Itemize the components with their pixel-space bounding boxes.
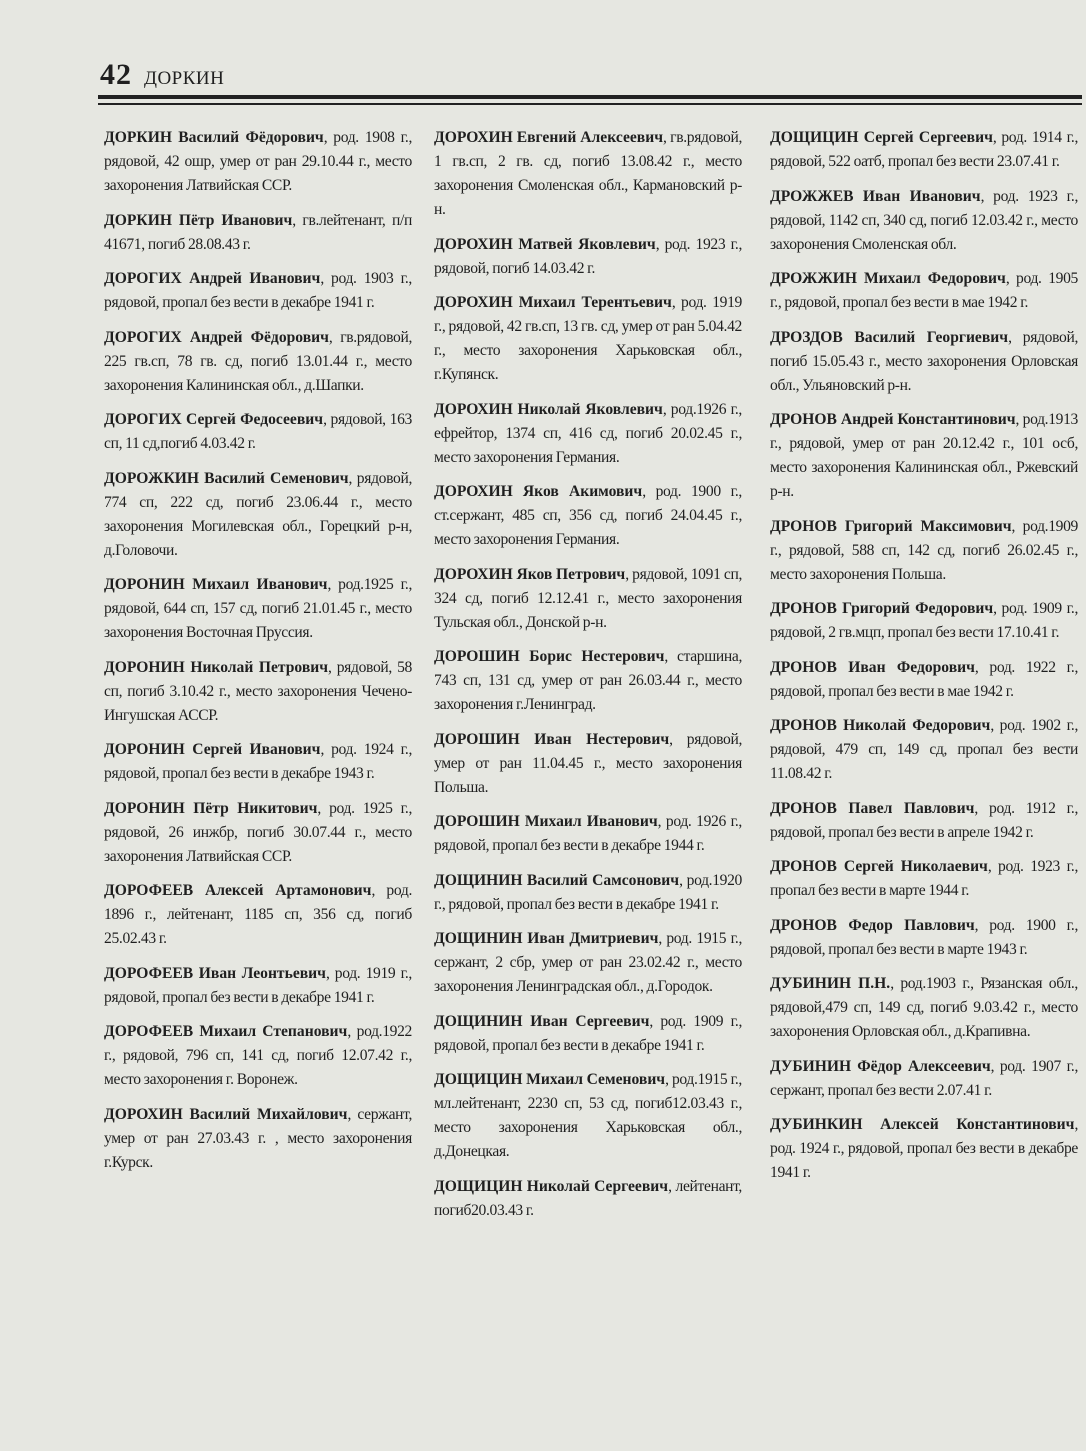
entry-name: ДОЩИЦИН Николай Сергеевич: [434, 1177, 669, 1195]
entry-details: , гв.лейтенант, п/п 41671, погиб 28.08.43 г.: [104, 211, 412, 253]
entry-details: , рядовой, 774 сп, 222 сд, погиб 23.06.44 г., место захоронения Могилевская обл., Горецкий р-н, д.Головочи.: [104, 469, 412, 559]
column-3: [770, 126, 1078, 1196]
entry-details: , род.1926 г., ефрейтор, 1374 сп, 416 сд, погиб 20.02.45 г., место захоронения Германия.: [434, 400, 742, 466]
entry-name: ДОРОШИН Борис Нестерович: [434, 648, 665, 665]
entry-name: ДОРОГИХ Андрей Фёдорович: [104, 328, 329, 346]
entry: [770, 185, 1078, 257]
entry: [770, 126, 1078, 174]
entry-name: ДОРОХИН Матвей Яковлевич: [434, 235, 656, 253]
entry-name: ДОРОНИН Пётр Никитович: [104, 799, 318, 817]
entry-name: ДОЩИЦИН Сергей Сергеевич: [770, 129, 993, 146]
entry-name: ДРОЗДОВ Василий Георгиевич: [770, 328, 1009, 346]
entry: [770, 1055, 1078, 1103]
entry: [770, 914, 1078, 962]
entry: [104, 738, 412, 786]
entry-name: ДРОНОВ Григорий Максимович: [770, 517, 1012, 535]
entry: [434, 1010, 742, 1058]
entry: [104, 962, 412, 1010]
entry-name: ДОРОЖКИН Василий Семенович: [104, 469, 349, 487]
entry-name: ДРОНОВ Григорий Федорович: [770, 600, 994, 617]
entry-details: , род. 1900 г., рядовой, пропал без вести в марте 1943 г.: [770, 916, 1078, 958]
entry-details: , род. 1926 г., рядовой, пропал без вести в декабре 1944 г.: [434, 813, 742, 854]
entry-details: , род. 1912 г., рядовой, пропал без вести в апреле 1942 г.: [770, 799, 1079, 841]
entry: [770, 515, 1078, 587]
entry: [770, 797, 1078, 845]
entry-details: , род.1909 г., рядовой, 588 сп, 142 сд, погиб 26.02.45 г., место захоронения Польша.: [770, 517, 1078, 583]
entry-details: , рядовой, 1091 сп, 324 сд, погиб 12.12.41 г., место захоронения Тульская обл., Донской р-н.: [434, 565, 743, 631]
entry: [434, 869, 742, 917]
entry-name: ДОЩИЦИН Михаил Семенович: [434, 1071, 666, 1088]
page-header: [100, 58, 1080, 94]
entry-name: ДОРОХИН Николай Яковлевич: [434, 400, 663, 418]
entry-details: , сержант, умер от ран 27.03.43 г. , место захоронения г.Курск.: [104, 1105, 412, 1171]
entry-details: , гв.рядовой, 225 гв.сп, 78 гв. сд, погиб 13.01.44 г., место захоронения Калининская обл., д.Шапки.: [104, 328, 412, 394]
entry-details: , гв.рядовой, 1 гв.сп, 2 гв. сд, погиб 13.08.42 г., место захоронения Смоленская обл., Кармановский р-н.: [434, 129, 742, 218]
entry-details: , род. 1922 г., рядовой, пропал без вести в мае 1942 г.: [770, 658, 1078, 700]
entry-details: , род. 1907 г., сержант, пропал без вести 2.07.41 г.: [770, 1057, 1078, 1099]
entry: [770, 326, 1078, 398]
entry-details: , род. 1909 г., рядовой, пропал без вести в декабре 1941 г.: [434, 1012, 742, 1054]
entry: [434, 291, 742, 387]
entry: [770, 855, 1078, 903]
entry: [104, 1103, 412, 1175]
entry: [104, 573, 412, 645]
entry-details: , род. 1902 г., рядовой, 479 сп, 149 сд, пропал без вести 11.08.42 г.: [770, 717, 1078, 782]
entry-name: ДОРОНИН Сергей Иванович: [104, 741, 321, 758]
entry-name: ДОЩИНИН Василий Самсонович: [434, 871, 680, 889]
entry-details: , род.1913 г., рядовой, умер от ран 20.12.42 г., 101 осб, место захоронения Калининская обл., Ржевский р-н.: [770, 411, 1078, 500]
entry-details: , род. 1924 г., рядовой, пропал без вести в декабре 1943 г.: [104, 741, 412, 782]
entry-details: , род. 1914 г., рядовой, 522 оатб, пропал без вести 23.07.41 г.: [770, 129, 1078, 170]
entry-details: , рядовой, умер от ран 11.04.45 г., место захоронения Польша.: [434, 730, 742, 796]
entry-details: , род.1915 г., мл.лейтенант, 2230 сп, 53 сд, погиб12.03.43 г., место захоронения Харьковская обл., д.Донецкая.: [434, 1071, 742, 1160]
entry-name: ДРОЖЖЕВ Иван Иванович: [770, 187, 981, 205]
entry-details: , род. 1925 г., рядовой, 26 инжбр, погиб 30.07.44 г., место захоронения Латвийская ССР.: [104, 799, 412, 865]
entry-name: ДУБИНИН Фёдор Алексеевич: [770, 1057, 991, 1075]
entry-details: , род. 1919 г., рядовой, 42 гв.сп, 13 гв. сд, умер от ран 5.04.42 г., место захоронения Харьковская обл., г.Купянск.: [434, 294, 742, 383]
entry-name: ДОРОГИХ Сергей Федосеевич: [104, 411, 324, 428]
entry-details: , род. 1909 г., рядовой, 2 гв.мцп, пропал без вести 17.10.41 г.: [770, 600, 1078, 641]
entry-name: ДОРОФЕЕВ Михаил Степанович: [104, 1023, 348, 1040]
entry-name: ДРОНОВ Павел Павлович: [770, 799, 975, 817]
entry: [770, 1113, 1078, 1185]
entry-details: , род.1903 г., Рязанская обл., рядовой,479 сп, 149 сд, погиб 9.03.42 г., место захоронения Орловская обл., д.Крапивна.: [770, 975, 1078, 1040]
entry-name: ДОЩИНИН Иван Сергеевич: [434, 1012, 650, 1030]
entry-name: ДОРОНИН Михаил Иванович: [104, 576, 328, 593]
entry: [104, 1020, 412, 1092]
entry-name: ДОРОГИХ Андрей Иванович: [104, 270, 321, 287]
entry-details: , род. 1924 г., рядовой, пропал без вести в декабре 1941 г.: [770, 1116, 1078, 1181]
entry-details: , род. 1919 г., рядовой, пропал без вести в декабре 1941 г.: [104, 964, 412, 1006]
entry: [434, 1175, 742, 1223]
entry-details: , рядовой, погиб 15.05.43 г., место захоронения Орловская обл., Ульяновский р-н.: [770, 328, 1079, 394]
entry-name: ДОРОНИН Николай Петрович: [104, 658, 329, 676]
entry-name: ДРОНОВ Сергей Николаевич: [770, 858, 988, 875]
entry: [104, 408, 412, 456]
entry: [434, 480, 742, 552]
entry: [434, 645, 742, 717]
entry: [104, 879, 412, 951]
entry-details: , род. 1903 г., рядовой, пропал без вести в декабре 1941 г.: [104, 270, 412, 311]
entry-name: ДУБИНКИН Алексей Константинович: [770, 1116, 1075, 1133]
entry: [770, 597, 1078, 645]
entry-name: ДРОЖЖИН Михаил Федорович: [770, 270, 1006, 287]
entry-name: ДРОНОВ Иван Федорович: [770, 658, 975, 676]
header-rule-thick: [98, 95, 1082, 99]
entry-name: ДРОНОВ Николай Федорович: [770, 717, 991, 734]
entry: [434, 927, 742, 999]
entry: [434, 126, 742, 222]
column-1: [104, 126, 412, 1185]
entry: [770, 267, 1078, 315]
entry: [434, 398, 742, 470]
entry-name: ДРОНОВ Андрей Константинович: [770, 411, 1016, 428]
entry-name: ДОРОХИН Яков Петрович: [434, 565, 626, 583]
entry: [104, 267, 412, 315]
entry-name: ДОРКИН Пётр Иванович: [104, 211, 293, 229]
entry: [434, 563, 742, 635]
entry: [434, 728, 742, 800]
entry-name: ДУБИНИН П.Н.: [770, 975, 891, 992]
entry: [104, 656, 412, 728]
entry: [434, 233, 742, 281]
entry: [770, 972, 1078, 1044]
entry-details: , род. 1923 г., пропал без вести в марте 1944 г.: [770, 858, 1078, 899]
entry-details: , род.1920 г., рядовой, пропал без вести в декабре 1941 г.: [434, 871, 742, 913]
entry: [104, 467, 412, 563]
entry: [770, 408, 1078, 504]
entry-details: , рядовой, 58 сп, погиб 3.10.42 г., место захоронения Чечено-Ингушская АССР.: [104, 658, 412, 724]
entry-details: , старшина, 743 сп, 131 сд, умер от ран 26.03.44 г., место захоронения г.Ленинград.: [434, 648, 743, 713]
entry-name: ДОРОХИН Яков Акимович: [434, 483, 643, 500]
entry-details: , рядовой, 163 сп, 11 сд,погиб 4.03.42 г.: [104, 411, 412, 452]
entry: [434, 1068, 742, 1164]
column-2: [434, 126, 742, 1233]
entry-details: , лейтенант, погиб20.03.43 г.: [434, 1177, 742, 1219]
entry: [770, 656, 1078, 704]
entry-details: , род. 1905 г., рядовой, пропал без вести в мае 1942 г.: [770, 270, 1078, 311]
entry-details: , род. 1923 г., рядовой, 1142 сп, 340 сд, погиб 12.03.42 г., место захоронения Смоленская обл.: [770, 187, 1078, 253]
entry-name: ДОРОШИН Иван Нестерович: [434, 730, 670, 748]
entry-details: , род. 1896 г., лейтенант, 1185 сп, 356 сд, погиб 25.02.43 г.: [104, 882, 412, 947]
entry: [104, 126, 412, 198]
entry: [770, 714, 1078, 786]
entry-name: ДОРОХИН Евгений Алексеевич: [434, 129, 663, 146]
entry-details: , род.1925 г., рядовой, 644 сп, 157 сд, погиб 21.01.45 г., место захоронения Восточная Пруссия.: [104, 576, 412, 641]
entry-name: ДОРОХИН Михаил Терентьевич: [434, 294, 672, 311]
header-rule-thin: [98, 103, 1082, 105]
entry-name: ДОРКИН Василий Фёдорович: [104, 129, 324, 146]
entry-details: , род. 1908 г., рядовой, 42 ошр, умер от ран 29.10.44 г., место захоронения Латвийская ССР.: [104, 129, 412, 194]
entry-name: ДОРОФЕЕВ Иван Леонтьевич: [104, 964, 326, 982]
entry: [104, 797, 412, 869]
entry-name: ДОЩИНИН Иван Дмитриевич: [434, 930, 659, 947]
entry-details: , род.1922 г., рядовой, 796 сп, 141 сд, погиб 12.07.42 г., место захоронения г. Воронеж.: [104, 1023, 413, 1088]
entry-details: , род. 1915 г., сержант, 2 сбр, умер от ран 23.02.42 г., место захоронения Ленинградская обл., д.Городок.: [434, 930, 742, 995]
entry-details: , род. 1923 г., рядовой, погиб 14.03.42 г.: [434, 235, 742, 277]
page-number: 42: [100, 58, 132, 91]
entry-details: , род. 1900 г., ст.сержант, 485 сп, 356 сд, погиб 24.04.45 г., место захоронения Германия.: [434, 483, 742, 548]
entry-name: ДОРОФЕЕВ Алексей Артамонович: [104, 882, 372, 899]
entry-name: ДРОНОВ Федор Павлович: [770, 916, 975, 934]
entry: [104, 326, 412, 398]
entry-name: ДОРОХИН Василий Михайлович: [104, 1105, 348, 1123]
running-head: ДОРКИН: [144, 68, 225, 89]
entry: [434, 810, 742, 858]
entry-name: ДОРОШИН Михаил Иванович: [434, 813, 658, 830]
entry: [104, 209, 412, 257]
